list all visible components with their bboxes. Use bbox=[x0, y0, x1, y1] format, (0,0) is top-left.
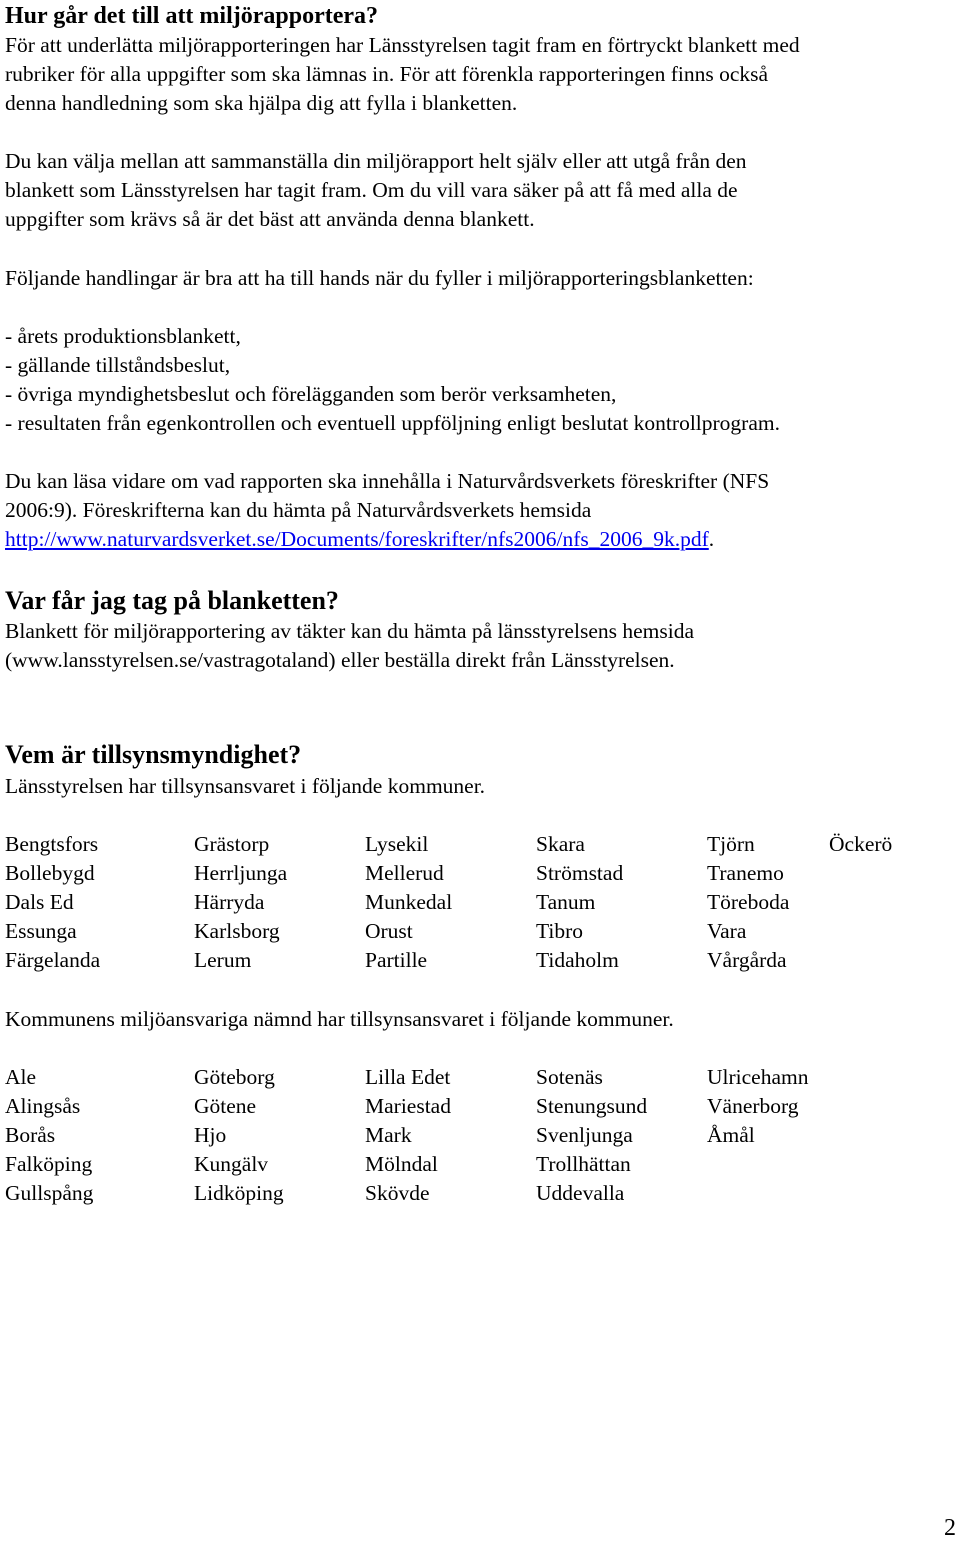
municipality-cell: Herrljunga bbox=[194, 861, 288, 885]
municipality-cell: Essunga bbox=[5, 919, 77, 943]
list-item: - årets produktionsblankett, bbox=[5, 324, 241, 348]
link-suffix: . bbox=[708, 527, 715, 551]
municipality-cell: Tibro bbox=[536, 919, 584, 943]
municipality-cell: Falköping bbox=[5, 1152, 93, 1176]
paragraph-choice bbox=[5, 147, 950, 234]
table-row bbox=[5, 1063, 950, 1092]
municipality-cell: Munkedal bbox=[365, 890, 453, 914]
municipality-cell: Skara bbox=[536, 832, 585, 856]
municipality-cell: Mariestad bbox=[365, 1094, 451, 1118]
municipality-cell: Vänerborg bbox=[707, 1094, 799, 1118]
list-item: - resultaten från egenkontrollen och eventuell uppföljning enligt beslutat kontrollprogram. bbox=[5, 411, 780, 435]
page-number: 2 bbox=[944, 1515, 956, 1541]
paragraph-documents-intro: Följande handlingar är bra att ha till hands när du fyller i miljörapporteringsblanketten: bbox=[5, 266, 754, 290]
paragraph-lansstyrelsen: Länsstyrelsen har tillsynsansvaret i följande kommuner. bbox=[5, 774, 486, 798]
table-row bbox=[5, 1121, 950, 1150]
table-row bbox=[5, 830, 950, 859]
table-row bbox=[5, 1092, 950, 1121]
municipality-cell: Strömstad bbox=[536, 861, 624, 885]
paragraph-line: 2006:9). Föreskrifterna kan du hämta på Naturvårdsverkets hemsida bbox=[5, 498, 592, 522]
regulations-link[interactable]: http://www.naturvardsverket.se/Documents/foreskrifter/nfs2006/nfs_2006_9k.pdf bbox=[5, 527, 709, 551]
municipality-cell: Vårgårda bbox=[707, 948, 787, 972]
municipality-cell: Gullspång bbox=[5, 1181, 94, 1205]
municipality-cell: Uddevalla bbox=[536, 1181, 625, 1205]
municipality-cell: Åmål bbox=[707, 1123, 755, 1147]
municipality-cell: Tidaholm bbox=[536, 948, 619, 972]
municipality-cell: Hjo bbox=[194, 1123, 227, 1147]
municipality-cell: Lidköping bbox=[194, 1181, 284, 1205]
table-row bbox=[5, 917, 950, 946]
paragraph-form-source bbox=[5, 617, 950, 675]
paragraph-kommun: Kommunens miljöansvariga nämnd har tillsynsansvaret i följande kommuner. bbox=[5, 1007, 674, 1031]
kommun-municipalities-table bbox=[5, 1063, 950, 1208]
municipality-cell: Sotenäs bbox=[536, 1065, 603, 1089]
paragraph-line bbox=[5, 525, 950, 554]
municipality-cell: Tanum bbox=[536, 890, 596, 914]
municipality-cell: Dals Ed bbox=[5, 890, 74, 914]
municipality-cell: Mölndal bbox=[365, 1152, 438, 1176]
municipality-cell: Lerum bbox=[194, 948, 252, 972]
paragraph-line: rubriker för alla uppgifter som ska lämnas in. För att förenkla rapporteringen finns också bbox=[5, 62, 769, 86]
paragraph-line: Du kan välja mellan att sammanställa din miljörapport helt själv eller att utgå från den bbox=[5, 149, 747, 173]
municipality-cell: Kungälv bbox=[194, 1152, 269, 1176]
municipality-cell: Töreboda bbox=[707, 890, 790, 914]
municipality-cell: Götene bbox=[194, 1094, 257, 1118]
municipality-cell: Färgelanda bbox=[5, 948, 101, 972]
heading-how-to-report: Hur går det till att miljörapportera? bbox=[5, 3, 379, 29]
paragraph-line: (www.lansstyrelsen.se/vastragotaland) eller beställa direkt från Länsstyrelsen. bbox=[5, 648, 675, 672]
municipality-cell: Svenljunga bbox=[536, 1123, 633, 1147]
municipality-cell: Orust bbox=[365, 919, 413, 943]
table-row bbox=[5, 1150, 950, 1179]
municipality-cell: Göteborg bbox=[194, 1065, 275, 1089]
municipality-cell: Bengtsfors bbox=[5, 832, 99, 856]
municipality-cell: Partille bbox=[365, 948, 428, 972]
municipality-cell: Mellerud bbox=[365, 861, 444, 885]
municipality-cell: Bollebygd bbox=[5, 861, 95, 885]
municipality-cell: Stenungsund bbox=[536, 1094, 648, 1118]
paragraph-intro bbox=[5, 31, 950, 118]
list-item: - övriga myndighetsbeslut och förelägganden som berör verksamheten, bbox=[5, 382, 617, 406]
heading-where-form: Var får jag tag på blanketten? bbox=[5, 586, 339, 615]
paragraph-line: Du kan läsa vidare om vad rapporten ska innehålla i Naturvårdsverkets föreskrifter (NFS bbox=[5, 469, 770, 493]
municipality-cell: Tranemo bbox=[707, 861, 784, 885]
heading-supervisory-authority: Vem är tillsynsmyndighet? bbox=[5, 740, 302, 769]
municipality-cell: Lysekil bbox=[365, 832, 429, 856]
municipality-cell: Grästorp bbox=[194, 832, 270, 856]
municipality-cell: Härryda bbox=[194, 890, 265, 914]
documents-list bbox=[5, 322, 780, 438]
municipality-cell: Vara bbox=[707, 919, 747, 943]
lansstyrelsen-municipalities-table bbox=[5, 830, 950, 975]
table-row bbox=[5, 1179, 950, 1208]
municipality-cell: Karlsborg bbox=[194, 919, 280, 943]
paragraph-line: blankett som Länsstyrelsen har tagit fram. Om du vill vara säker på att få med alla de bbox=[5, 178, 738, 202]
paragraph-regulations bbox=[5, 467, 950, 554]
municipality-cell: Trollhättan bbox=[536, 1152, 631, 1176]
paragraph-line: För att underlätta miljörapporteringen har Länsstyrelsen tagit fram en förtryckt blankett med bbox=[5, 33, 800, 57]
list-item: - gällande tillståndsbeslut, bbox=[5, 353, 231, 377]
paragraph-line: denna handledning som ska hjälpa dig att fylla i blanketten. bbox=[5, 91, 518, 115]
municipality-cell: Öckerö bbox=[829, 832, 893, 856]
table-row bbox=[5, 859, 950, 888]
municipality-cell: Mark bbox=[365, 1123, 412, 1147]
municipality-cell: Lilla Edet bbox=[365, 1065, 451, 1089]
municipality-cell: Ale bbox=[5, 1065, 37, 1089]
paragraph-line: Blankett för miljörapportering av täkter kan du hämta på länsstyrelsens hemsida bbox=[5, 619, 694, 643]
municipality-cell: Alingsås bbox=[5, 1094, 81, 1118]
municipality-cell: Borås bbox=[5, 1123, 56, 1147]
municipality-cell: Ulricehamn bbox=[707, 1065, 809, 1089]
table-row bbox=[5, 888, 950, 917]
municipality-cell: Tjörn bbox=[707, 832, 755, 856]
table-row bbox=[5, 946, 950, 975]
municipality-cell: Skövde bbox=[365, 1181, 430, 1205]
paragraph-line: uppgifter som krävs så är det bäst att använda denna blankett. bbox=[5, 207, 535, 231]
